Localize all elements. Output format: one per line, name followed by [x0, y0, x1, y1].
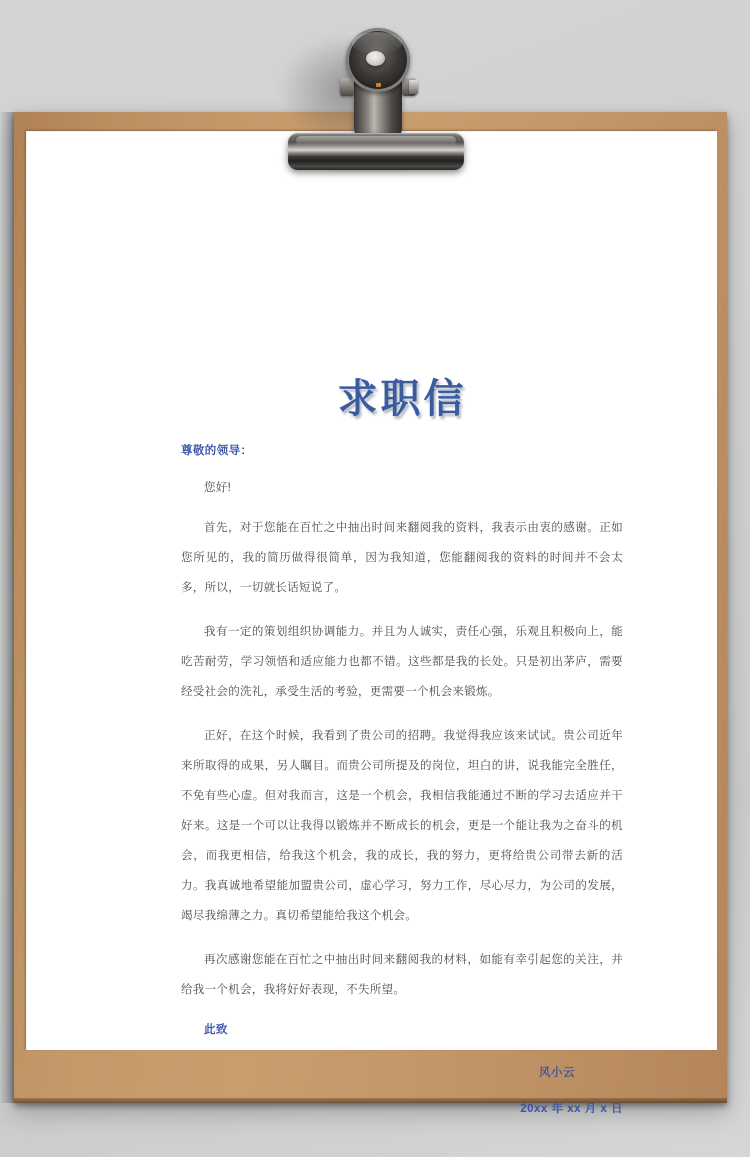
salutation-text: 尊敬的领导 — [181, 445, 241, 457]
body-paragraph-3: 正好，在这个时候，我看到了贵公司的招聘。我觉得我应该来试试。贵公司近年来所取得的成果，另人瞩目。而贵公司所提及的岗位，坦白的讲，说我能完全胜任，不免有些心虚。但对我而言，这是一个机会，我相信我能通过不断的学习去适应并干好来。这是一个可以让我得以锻炼并不断成长的机会，更是一个能让我为之奋斗的机会，而我更相信，给我这个机会，我的成长，我的努力，更将给贵公司带去新的活力。我真诚地希望能加盟贵公司，虚心学习，努力工作，尽心尽力，为公司的发展，竭尽我绵薄之力。真切希望能给我这个机会。 — [181, 730, 623, 922]
clip-ear-left-icon — [340, 78, 354, 96]
clipboard-edge-shadow — [0, 112, 15, 1103]
closing-salutation: 此致 — [204, 1024, 228, 1036]
salutation-line — [181, 441, 623, 461]
clip-ear-right-icon — [402, 78, 416, 96]
signature-name: 风小云 — [539, 1067, 575, 1079]
salutation-colon: ： — [240, 445, 253, 457]
body-paragraph-4: 再次感谢您能在百忙之中抽出时间来翻阅我的材料，如能有幸引起您的关注，并给我一个机会，我将好好表现，不失所望。 — [181, 954, 623, 996]
greeting-text: 您好! — [204, 482, 232, 494]
clip-head-hole-icon — [366, 51, 385, 66]
clip-pin-icon — [409, 80, 418, 94]
clip-head-icon — [346, 28, 410, 92]
document-content — [181, 371, 623, 1119]
body-paragraph-1: 首先，对于您能在百忙之中抽出时间来翻阅我的资料，我表示由衷的感谢。正如您所见的，我的简历做得很简单，因为我知道，您能翻阅我的资料的时间并不会太多，所以，一切就长话短说了。 — [181, 522, 623, 594]
document-paper-sheet — [26, 131, 717, 1115]
clip-head-gloss — [352, 32, 402, 54]
page-title: 求职信 — [337, 375, 467, 422]
clip-speck — [376, 83, 381, 87]
body-paragraph-2: 我有一定的策划组织协调能力。并且为人诚实，责任心强，乐观且积极向上，能吃苦耐劳，学习领悟和适应能力也都不错。这些都是我的长处。只是初出茅庐，需要经受社会的洗礼，承受生活的考验，更需要一个机会来锻炼。 — [181, 626, 623, 698]
signature-date: 20xx 年 xx 月 x 日 — [520, 1103, 623, 1115]
